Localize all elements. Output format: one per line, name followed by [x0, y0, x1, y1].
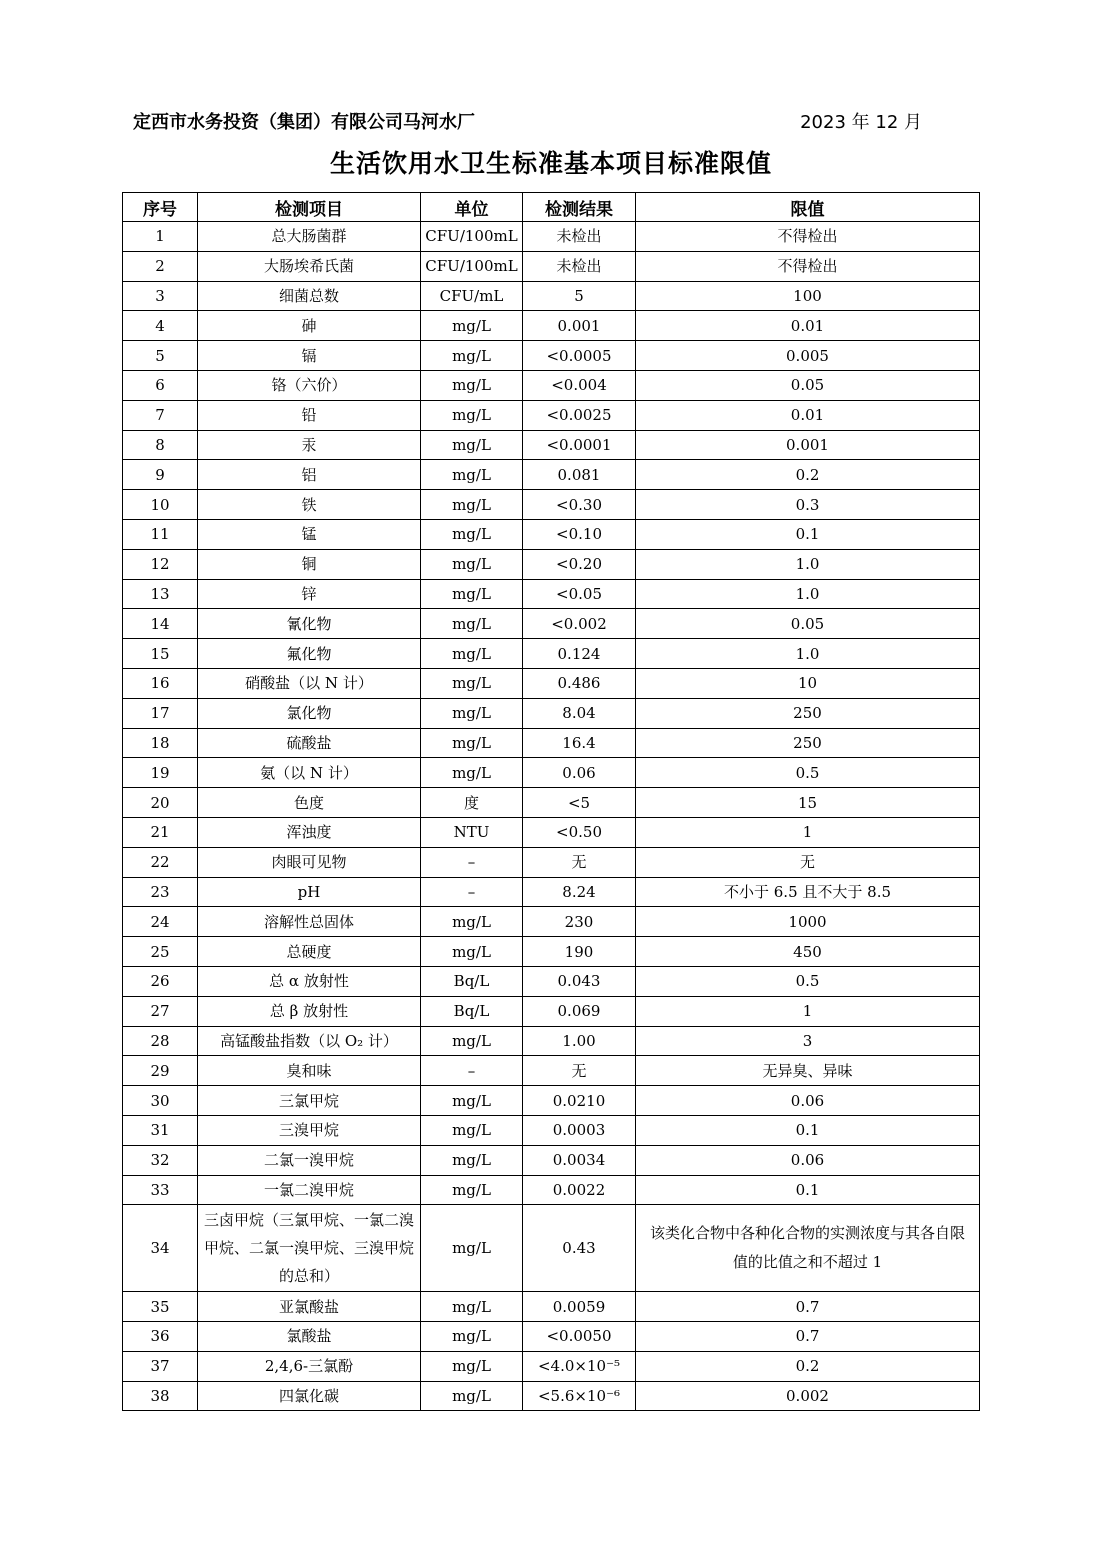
cell-unit: mg/L: [421, 1115, 523, 1145]
cell-limit: 0.01: [636, 311, 980, 341]
cell-result: 0.081: [523, 460, 636, 490]
cell-result: 0.06: [523, 758, 636, 788]
cell-item: 亚氯酸盐: [198, 1292, 421, 1322]
cell-item: pH: [198, 877, 421, 907]
cell-unit: mg/L: [421, 1145, 523, 1175]
cell-unit: mg/L: [421, 490, 523, 520]
cell-result: <0.0005: [523, 341, 636, 371]
table-row: [123, 609, 980, 639]
cell-unit: mg/L: [421, 698, 523, 728]
table-row: [123, 1086, 980, 1116]
cell-no: 33: [123, 1175, 198, 1205]
table-row: [123, 579, 980, 609]
cell-limit: 无异臭、异味: [636, 1056, 980, 1086]
table-row: [123, 877, 980, 907]
cell-unit: mg/L: [421, 579, 523, 609]
cell-item: 镉: [198, 341, 421, 371]
cell-limit: 0.5: [636, 966, 980, 996]
cell-item: 臭和味: [198, 1056, 421, 1086]
cell-item: 硝酸盐（以 N 计）: [198, 668, 421, 698]
cell-no: 24: [123, 907, 198, 937]
cell-item: 氯酸盐: [198, 1322, 421, 1352]
cell-limit: 0.01: [636, 400, 980, 430]
cell-item: 铜: [198, 549, 421, 579]
table-row: [123, 311, 980, 341]
cell-no: 13: [123, 579, 198, 609]
cell-no: 26: [123, 966, 198, 996]
cell-limit: 0.1: [636, 519, 980, 549]
cell-limit: 0.005: [636, 341, 980, 371]
cell-no: 16: [123, 668, 198, 698]
cell-result: <4.0×10⁻⁵: [523, 1351, 636, 1381]
cell-item: 四氯化碳: [198, 1381, 421, 1411]
table-row: [123, 1381, 980, 1411]
cell-no: 3: [123, 281, 198, 311]
cell-item: 氯化物: [198, 698, 421, 728]
cell-result: 未检出: [523, 251, 636, 281]
cell-result: <0.004: [523, 370, 636, 400]
table-row: [123, 251, 980, 281]
cell-item: 浑浊度: [198, 817, 421, 847]
cell-unit: mg/L: [421, 1322, 523, 1352]
cell-result: <0.0050: [523, 1322, 636, 1352]
cell-no: 18: [123, 728, 198, 758]
table-row: [123, 222, 980, 252]
cell-no: 5: [123, 341, 198, 371]
cell-result: 0.0210: [523, 1086, 636, 1116]
cell-unit: –: [421, 1056, 523, 1086]
cell-unit: mg/L: [421, 1175, 523, 1205]
table-row: [123, 937, 980, 967]
cell-unit: mg/L: [421, 1292, 523, 1322]
cell-no: 12: [123, 549, 198, 579]
cell-limit: 0.3: [636, 490, 980, 520]
cell-unit: mg/L: [421, 549, 523, 579]
cell-result: <0.30: [523, 490, 636, 520]
cell-limit: 15: [636, 788, 980, 818]
cell-item: 大肠埃希氏菌: [198, 251, 421, 281]
cell-no: 2: [123, 251, 198, 281]
cell-result: 0.001: [523, 311, 636, 341]
cell-unit: mg/L: [421, 1351, 523, 1381]
cell-result: 0.0034: [523, 1145, 636, 1175]
cell-item: 一氯二溴甲烷: [198, 1175, 421, 1205]
cell-no: 30: [123, 1086, 198, 1116]
cell-result: 无: [523, 1056, 636, 1086]
cell-unit: mg/L: [421, 370, 523, 400]
table-row: [123, 788, 980, 818]
cell-no: 1: [123, 222, 198, 252]
cell-item: 总大肠菌群: [198, 222, 421, 252]
cell-item: 砷: [198, 311, 421, 341]
cell-unit: Bq/L: [421, 996, 523, 1026]
cell-result: <0.002: [523, 609, 636, 639]
cell-unit: mg/L: [421, 639, 523, 669]
cell-item: 铅: [198, 400, 421, 430]
cell-item: 三溴甲烷: [198, 1115, 421, 1145]
cell-limit: 0.06: [636, 1145, 980, 1175]
table-row: [123, 907, 980, 937]
cell-unit: mg/L: [421, 1381, 523, 1411]
cell-limit: 0.2: [636, 460, 980, 490]
cell-unit: CFU/100mL: [421, 222, 523, 252]
cell-item: 总 α 放射性: [198, 966, 421, 996]
cell-no: 9: [123, 460, 198, 490]
cell-result: <0.0025: [523, 400, 636, 430]
standards-table: [122, 192, 980, 1411]
cell-unit: mg/L: [421, 907, 523, 937]
cell-no: 29: [123, 1056, 198, 1086]
table-row: [123, 400, 980, 430]
cell-item: 总硬度: [198, 937, 421, 967]
cell-no: 35: [123, 1292, 198, 1322]
table-header-row: [123, 193, 980, 222]
cell-unit: mg/L: [421, 460, 523, 490]
cell-unit: mg/L: [421, 1205, 523, 1292]
cell-no: 8: [123, 430, 198, 460]
cell-no: 27: [123, 996, 198, 1026]
table-row: [123, 1292, 980, 1322]
cell-result: 190: [523, 937, 636, 967]
cell-unit: 度: [421, 788, 523, 818]
cell-limit: 1.0: [636, 579, 980, 609]
cell-item: 三卤甲烷（三氯甲烷、一氯二溴甲烷、二氯一溴甲烷、三溴甲烷的总和）: [198, 1205, 421, 1292]
cell-unit: mg/L: [421, 430, 523, 460]
cell-unit: mg/L: [421, 937, 523, 967]
table-row: [123, 758, 980, 788]
table-row: [123, 728, 980, 758]
cell-limit: 100: [636, 281, 980, 311]
cell-unit: NTU: [421, 817, 523, 847]
table-row: [123, 847, 980, 877]
cell-limit: 3: [636, 1026, 980, 1056]
table-body: [123, 222, 980, 1411]
cell-result: 0.124: [523, 639, 636, 669]
cell-limit: 不得检出: [636, 251, 980, 281]
cell-no: 28: [123, 1026, 198, 1056]
cell-item: 氰化物: [198, 609, 421, 639]
cell-limit: 0.05: [636, 370, 980, 400]
table-row: [123, 639, 980, 669]
table-row: [123, 1056, 980, 1086]
cell-result: <0.10: [523, 519, 636, 549]
cell-result: 8.04: [523, 698, 636, 728]
table-row: [123, 966, 980, 996]
cell-no: 11: [123, 519, 198, 549]
table-row: [123, 996, 980, 1026]
table-row: [123, 370, 980, 400]
cell-result: 8.24: [523, 877, 636, 907]
cell-item: 色度: [198, 788, 421, 818]
cell-limit: 1000: [636, 907, 980, 937]
cell-item: 高锰酸盐指数（以 O₂ 计）: [198, 1026, 421, 1056]
cell-no: 14: [123, 609, 198, 639]
cell-limit: 0.1: [636, 1175, 980, 1205]
cell-no: 37: [123, 1351, 198, 1381]
document-title: 生活饮用水卫生标准基本项目标准限值: [329, 149, 772, 178]
cell-limit: 1.0: [636, 639, 980, 669]
cell-limit: 0.002: [636, 1381, 980, 1411]
cell-item: 铁: [198, 490, 421, 520]
cell-no: 36: [123, 1322, 198, 1352]
cell-limit: 0.7: [636, 1322, 980, 1352]
cell-unit: mg/L: [421, 341, 523, 371]
table-row: [123, 341, 980, 371]
cell-unit: mg/L: [421, 728, 523, 758]
table-row: [123, 1322, 980, 1352]
table-row: [123, 1026, 980, 1056]
organization-name: 定西市水务投资（集团）有限公司马河水厂: [133, 112, 475, 133]
cell-no: 31: [123, 1115, 198, 1145]
cell-limit: 0.5: [636, 758, 980, 788]
cell-unit: mg/L: [421, 668, 523, 698]
cell-limit: 1.0: [636, 549, 980, 579]
cell-item: 锰: [198, 519, 421, 549]
cell-unit: mg/L: [421, 609, 523, 639]
cell-limit: 10: [636, 668, 980, 698]
cell-item: 硫酸盐: [198, 728, 421, 758]
column-header-unit: 单位: [421, 193, 523, 222]
table-row: [123, 281, 980, 311]
cell-no: 34: [123, 1205, 198, 1292]
cell-result: <0.0001: [523, 430, 636, 460]
column-header-limit: 限值: [636, 193, 980, 222]
cell-unit: CFU/100mL: [421, 251, 523, 281]
cell-unit: Bq/L: [421, 966, 523, 996]
cell-no: 17: [123, 698, 198, 728]
column-header-item: 检测项目: [198, 193, 421, 222]
cell-no: 10: [123, 490, 198, 520]
cell-limit: 250: [636, 698, 980, 728]
cell-no: 38: [123, 1381, 198, 1411]
cell-result: 0.043: [523, 966, 636, 996]
cell-limit: 0.06: [636, 1086, 980, 1116]
cell-item: 二氯一溴甲烷: [198, 1145, 421, 1175]
table-row: [123, 1145, 980, 1175]
cell-result: <0.50: [523, 817, 636, 847]
table-row: [123, 430, 980, 460]
cell-limit: 250: [636, 728, 980, 758]
cell-result: 0.43: [523, 1205, 636, 1292]
cell-result: 5: [523, 281, 636, 311]
cell-result: <5: [523, 788, 636, 818]
cell-limit: 0.1: [636, 1115, 980, 1145]
column-header-no: 序号: [123, 193, 198, 222]
cell-item: 铬（六价）: [198, 370, 421, 400]
cell-result: <0.20: [523, 549, 636, 579]
cell-unit: mg/L: [421, 311, 523, 341]
cell-unit: –: [421, 847, 523, 877]
cell-no: 19: [123, 758, 198, 788]
cell-unit: mg/L: [421, 1086, 523, 1116]
cell-result: 未检出: [523, 222, 636, 252]
column-header-result: 检测结果: [523, 193, 636, 222]
cell-item: 细菌总数: [198, 281, 421, 311]
cell-result: 0.0059: [523, 1292, 636, 1322]
cell-unit: mg/L: [421, 1026, 523, 1056]
table-row: [123, 460, 980, 490]
cell-result: 0.069: [523, 996, 636, 1026]
cell-limit: 1: [636, 817, 980, 847]
cell-no: 25: [123, 937, 198, 967]
cell-item: 氟化物: [198, 639, 421, 669]
report-date: 2023 年 12 月: [800, 112, 922, 133]
cell-no: 21: [123, 817, 198, 847]
table-row: [123, 1351, 980, 1381]
cell-limit: 不得检出: [636, 222, 980, 252]
cell-limit: 0.05: [636, 609, 980, 639]
cell-limit: 0.2: [636, 1351, 980, 1381]
table-row: [123, 1115, 980, 1145]
cell-no: 6: [123, 370, 198, 400]
cell-result: 16.4: [523, 728, 636, 758]
cell-no: 20: [123, 788, 198, 818]
table-row: [123, 490, 980, 520]
cell-result: 0.0022: [523, 1175, 636, 1205]
cell-item: 三氯甲烷: [198, 1086, 421, 1116]
cell-item: 锌: [198, 579, 421, 609]
cell-item: 2,4,6-三氯酚: [198, 1351, 421, 1381]
cell-limit: 0.7: [636, 1292, 980, 1322]
table-row: [123, 549, 980, 579]
table-row: [123, 698, 980, 728]
cell-unit: CFU/mL: [421, 281, 523, 311]
cell-no: 23: [123, 877, 198, 907]
cell-limit: 0.001: [636, 430, 980, 460]
cell-no: 4: [123, 311, 198, 341]
cell-limit: 不小于 6.5 且不大于 8.5: [636, 877, 980, 907]
cell-item: 氨（以 N 计）: [198, 758, 421, 788]
cell-result: 0.0003: [523, 1115, 636, 1145]
cell-result: 无: [523, 847, 636, 877]
cell-no: 32: [123, 1145, 198, 1175]
table-row: [123, 1175, 980, 1205]
table-row: [123, 1205, 980, 1292]
cell-result: <0.05: [523, 579, 636, 609]
cell-result: 1.00: [523, 1026, 636, 1056]
cell-unit: mg/L: [421, 519, 523, 549]
table-row: [123, 668, 980, 698]
cell-no: 22: [123, 847, 198, 877]
cell-no: 15: [123, 639, 198, 669]
cell-result: 230: [523, 907, 636, 937]
cell-item: 汞: [198, 430, 421, 460]
cell-item: 总 β 放射性: [198, 996, 421, 1026]
cell-limit: 该类化合物中各种化合物的实测浓度与其各自限值的比值之和不超过 1: [636, 1205, 980, 1292]
cell-result: <5.6×10⁻⁶: [523, 1381, 636, 1411]
cell-unit: –: [421, 877, 523, 907]
cell-item: 肉眼可见物: [198, 847, 421, 877]
cell-no: 7: [123, 400, 198, 430]
cell-limit: 1: [636, 996, 980, 1026]
cell-item: 溶解性总固体: [198, 907, 421, 937]
cell-limit: 450: [636, 937, 980, 967]
table-row: [123, 817, 980, 847]
cell-unit: mg/L: [421, 758, 523, 788]
cell-unit: mg/L: [421, 400, 523, 430]
cell-result: 0.486: [523, 668, 636, 698]
table-row: [123, 519, 980, 549]
cell-item: 铝: [198, 460, 421, 490]
cell-limit: 无: [636, 847, 980, 877]
